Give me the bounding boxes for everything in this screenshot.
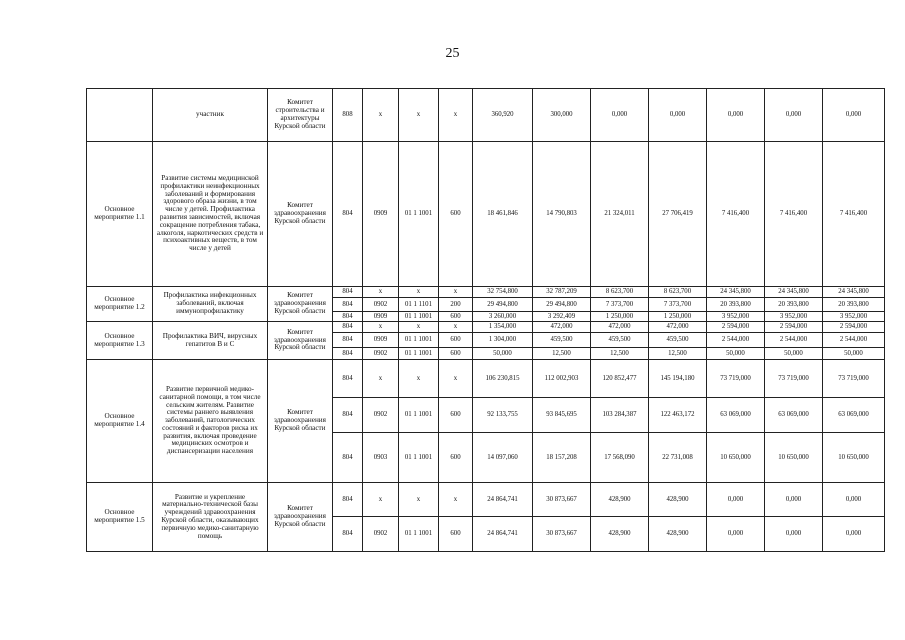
rzpr-cell: 0902 <box>363 298 399 312</box>
amount-cell: 0,000 <box>591 89 649 142</box>
amount-cell: 2 544,000 <box>823 333 885 348</box>
amount-cell: 600 <box>439 398 473 433</box>
csr-cell: 01 1 1001 <box>399 142 439 287</box>
amount-cell: 600 <box>439 433 473 483</box>
rzpr-cell: 0902 <box>363 517 399 552</box>
amount-cell: 7 373,700 <box>649 298 707 312</box>
amount-cell: 8 623,700 <box>649 287 707 298</box>
amount-cell: 27 706,419 <box>649 142 707 287</box>
amount-cell: 22 731,008 <box>649 433 707 483</box>
amount-cell: 428,900 <box>649 483 707 517</box>
amount-cell: 112 002,903 <box>533 360 591 398</box>
table-row <box>87 322 885 333</box>
executor-cell: Комитет здравоохранения Курской области <box>268 142 333 287</box>
executor-cell: Комитет строительства и архитектуры Курской области <box>268 89 333 142</box>
amount-cell: 32 787,209 <box>533 287 591 298</box>
rzpr-cell: 0909 <box>363 333 399 348</box>
event-cell: Основное мероприятие 1.4 <box>87 360 153 483</box>
table-row <box>87 142 885 287</box>
amount-cell: 20 393,800 <box>765 298 823 312</box>
amount-cell: 73 719,000 <box>707 360 765 398</box>
amount-cell: 20 393,800 <box>823 298 885 312</box>
amount-cell: 472,000 <box>649 322 707 333</box>
grbs-cell: 804 <box>333 298 363 312</box>
amount-cell: 200 <box>439 298 473 312</box>
amount-cell: 18 157,208 <box>533 433 591 483</box>
name-cell: Развитие системы медицинской профилактики неинфекционных заболеваний и формирования здорового образа жизни, в том числе у детей. Профилактика развития зависимостей, включая сокращение потребления табака, алкоголя, наркотических средств и психоактивных веществ, в том числе у детей <box>153 142 268 287</box>
rzpr-cell: x <box>363 322 399 333</box>
amount-cell: 14 790,803 <box>533 142 591 287</box>
amount-cell: 0,000 <box>823 517 885 552</box>
amount-cell: 0,000 <box>707 89 765 142</box>
amount-cell: x <box>439 322 473 333</box>
amount-cell: 2 594,000 <box>823 322 885 333</box>
grbs-cell: 804 <box>333 398 363 433</box>
rzpr-cell: 0909 <box>363 142 399 287</box>
grbs-cell: 804 <box>333 287 363 298</box>
amount-cell: x <box>439 89 473 142</box>
amount-cell: 0,000 <box>707 483 765 517</box>
amount-cell: 10 650,000 <box>765 433 823 483</box>
amount-cell: 428,900 <box>649 517 707 552</box>
amount-cell: 7 416,400 <box>707 142 765 287</box>
amount-cell: 30 873,667 <box>533 517 591 552</box>
amount-cell: 8 623,700 <box>591 287 649 298</box>
amount-cell: 29 494,800 <box>473 298 533 312</box>
amount-cell: 73 719,000 <box>765 360 823 398</box>
executor-cell: Комитет здравоохранения Курской области <box>268 360 333 483</box>
amount-cell: 63 069,000 <box>707 398 765 433</box>
csr-cell: x <box>399 89 439 142</box>
grbs-cell: 804 <box>333 312 363 322</box>
event-cell: Основное мероприятие 1.1 <box>87 142 153 287</box>
amount-cell: 10 650,000 <box>823 433 885 483</box>
amount-cell: 2 594,000 <box>707 322 765 333</box>
table-row <box>87 360 885 398</box>
grbs-cell: 804 <box>333 433 363 483</box>
amount-cell: 2 594,000 <box>765 322 823 333</box>
name-cell: Развитие и укрепление материально-технической базы учреждений здравоохранения Курской области, оказывающих первичную медико-санитарную помощь <box>153 483 268 552</box>
csr-cell: 01 1 1001 <box>399 348 439 360</box>
amount-cell: 600 <box>439 348 473 360</box>
table-row <box>87 89 885 142</box>
rzpr-cell: x <box>363 89 399 142</box>
rzpr-cell: 0902 <box>363 398 399 433</box>
csr-cell: 01 1 1001 <box>399 333 439 348</box>
name-cell: Профилактика инфекционных заболеваний, включая иммунопрофилактику <box>153 287 268 322</box>
csr-cell: 01 1 1001 <box>399 398 439 433</box>
csr-cell: x <box>399 483 439 517</box>
amount-cell: 472,000 <box>591 322 649 333</box>
rzpr-cell: 0909 <box>363 312 399 322</box>
amount-cell: 103 284,387 <box>591 398 649 433</box>
amount-cell: 0,000 <box>823 89 885 142</box>
amount-cell: 0,000 <box>765 517 823 552</box>
amount-cell: 50,000 <box>473 348 533 360</box>
amount-cell: 7 373,700 <box>591 298 649 312</box>
amount-cell: 29 494,800 <box>533 298 591 312</box>
amount-cell: 0,000 <box>649 89 707 142</box>
amount-cell: 459,500 <box>591 333 649 348</box>
amount-cell: 122 463,172 <box>649 398 707 433</box>
amount-cell: 1 354,000 <box>473 322 533 333</box>
amount-cell: 1 250,000 <box>591 312 649 322</box>
amount-cell: 93 845,695 <box>533 398 591 433</box>
rzpr-cell: x <box>363 483 399 517</box>
amount-cell: 300,000 <box>533 89 591 142</box>
event-cell: Основное мероприятие 1.2 <box>87 287 153 322</box>
amount-cell: 0,000 <box>823 483 885 517</box>
amount-cell: 0,000 <box>707 517 765 552</box>
rzpr-cell: x <box>363 360 399 398</box>
csr-cell: 01 1 1101 <box>399 298 439 312</box>
amount-cell: 3 952,000 <box>707 312 765 322</box>
amount-cell: 428,900 <box>591 483 649 517</box>
amount-cell: 106 230,815 <box>473 360 533 398</box>
page-number: 25 <box>445 46 460 61</box>
amount-cell: 12,500 <box>649 348 707 360</box>
amount-cell: 10 650,000 <box>707 433 765 483</box>
amount-cell: 3 260,000 <box>473 312 533 322</box>
amount-cell: x <box>439 287 473 298</box>
amount-cell: 63 069,000 <box>823 398 885 433</box>
table-row <box>87 483 885 517</box>
amount-cell: 7 416,400 <box>823 142 885 287</box>
grbs-cell: 804 <box>333 322 363 333</box>
amount-cell: 20 393,800 <box>707 298 765 312</box>
grbs-cell: 804 <box>333 360 363 398</box>
name-cell: Профилактика ВИЧ, вирусных гепатитов В и С <box>153 322 268 360</box>
grbs-cell: 804 <box>333 483 363 517</box>
amount-cell: 24 864,741 <box>473 483 533 517</box>
executor-cell: Комитет здравоохранения Курской области <box>268 483 333 552</box>
table-body <box>87 89 885 552</box>
amount-cell: 17 568,090 <box>591 433 649 483</box>
table-row <box>87 287 885 298</box>
amount-cell: 600 <box>439 142 473 287</box>
amount-cell: 12,500 <box>533 348 591 360</box>
amount-cell: 18 461,846 <box>473 142 533 287</box>
amount-cell: 63 069,000 <box>765 398 823 433</box>
executor-cell: Комитет здравоохранения Курской области <box>268 322 333 360</box>
amount-cell: 360,920 <box>473 89 533 142</box>
grbs-cell: 804 <box>333 333 363 348</box>
amount-cell: 50,000 <box>765 348 823 360</box>
amount-cell: 21 324,011 <box>591 142 649 287</box>
amount-cell: 2 544,000 <box>765 333 823 348</box>
amount-cell: 30 873,667 <box>533 483 591 517</box>
amount-cell: 24 864,741 <box>473 517 533 552</box>
rzpr-cell: 0902 <box>363 348 399 360</box>
event-cell <box>87 89 153 142</box>
grbs-cell: 808 <box>333 89 363 142</box>
amount-cell: 0,000 <box>765 89 823 142</box>
amount-cell: 600 <box>439 312 473 322</box>
amount-cell: 1 304,000 <box>473 333 533 348</box>
amount-cell: 145 194,180 <box>649 360 707 398</box>
budget-table <box>86 88 885 552</box>
amount-cell: 92 133,755 <box>473 398 533 433</box>
amount-cell: 0,000 <box>765 483 823 517</box>
amount-cell: 32 754,800 <box>473 287 533 298</box>
amount-cell: 459,500 <box>533 333 591 348</box>
amount-cell: 459,500 <box>649 333 707 348</box>
amount-cell: 600 <box>439 517 473 552</box>
grbs-cell: 804 <box>333 348 363 360</box>
amount-cell: 600 <box>439 333 473 348</box>
amount-cell: 24 345,800 <box>707 287 765 298</box>
name-cell: Развитие первичной медико-санитарной помощи, в том числе сельским жителям. Развитие системы раннего выявления заболеваний, патологических состояний и факторов риска их развития, включая проведение медицинских осмотров и диспансеризации населения <box>153 360 268 483</box>
amount-cell: 50,000 <box>707 348 765 360</box>
executor-cell: Комитет здравоохранения Курской области <box>268 287 333 322</box>
event-cell: Основное мероприятие 1.5 <box>87 483 153 552</box>
amount-cell: 472,000 <box>533 322 591 333</box>
amount-cell: 24 345,800 <box>823 287 885 298</box>
csr-cell: x <box>399 360 439 398</box>
amount-cell: x <box>439 360 473 398</box>
csr-cell: 01 1 1001 <box>399 433 439 483</box>
grbs-cell: 804 <box>333 142 363 287</box>
amount-cell: 120 852,477 <box>591 360 649 398</box>
amount-cell: 3 292,409 <box>533 312 591 322</box>
rzpr-cell: x <box>363 287 399 298</box>
grbs-cell: 804 <box>333 517 363 552</box>
csr-cell: 01 1 1001 <box>399 517 439 552</box>
amount-cell: x <box>439 483 473 517</box>
amount-cell: 1 250,000 <box>649 312 707 322</box>
csr-cell: 01 1 1001 <box>399 312 439 322</box>
amount-cell: 24 345,800 <box>765 287 823 298</box>
amount-cell: 7 416,400 <box>765 142 823 287</box>
amount-cell: 73 719,000 <box>823 360 885 398</box>
rzpr-cell: 0903 <box>363 433 399 483</box>
amount-cell: 50,000 <box>823 348 885 360</box>
amount-cell: 14 097,060 <box>473 433 533 483</box>
name-cell: участник <box>153 89 268 142</box>
amount-cell: 3 952,000 <box>765 312 823 322</box>
csr-cell: x <box>399 287 439 298</box>
csr-cell: x <box>399 322 439 333</box>
amount-cell: 2 544,000 <box>707 333 765 348</box>
amount-cell: 3 952,000 <box>823 312 885 322</box>
amount-cell: 428,900 <box>591 517 649 552</box>
event-cell: Основное мероприятие 1.3 <box>87 322 153 360</box>
amount-cell: 12,500 <box>591 348 649 360</box>
